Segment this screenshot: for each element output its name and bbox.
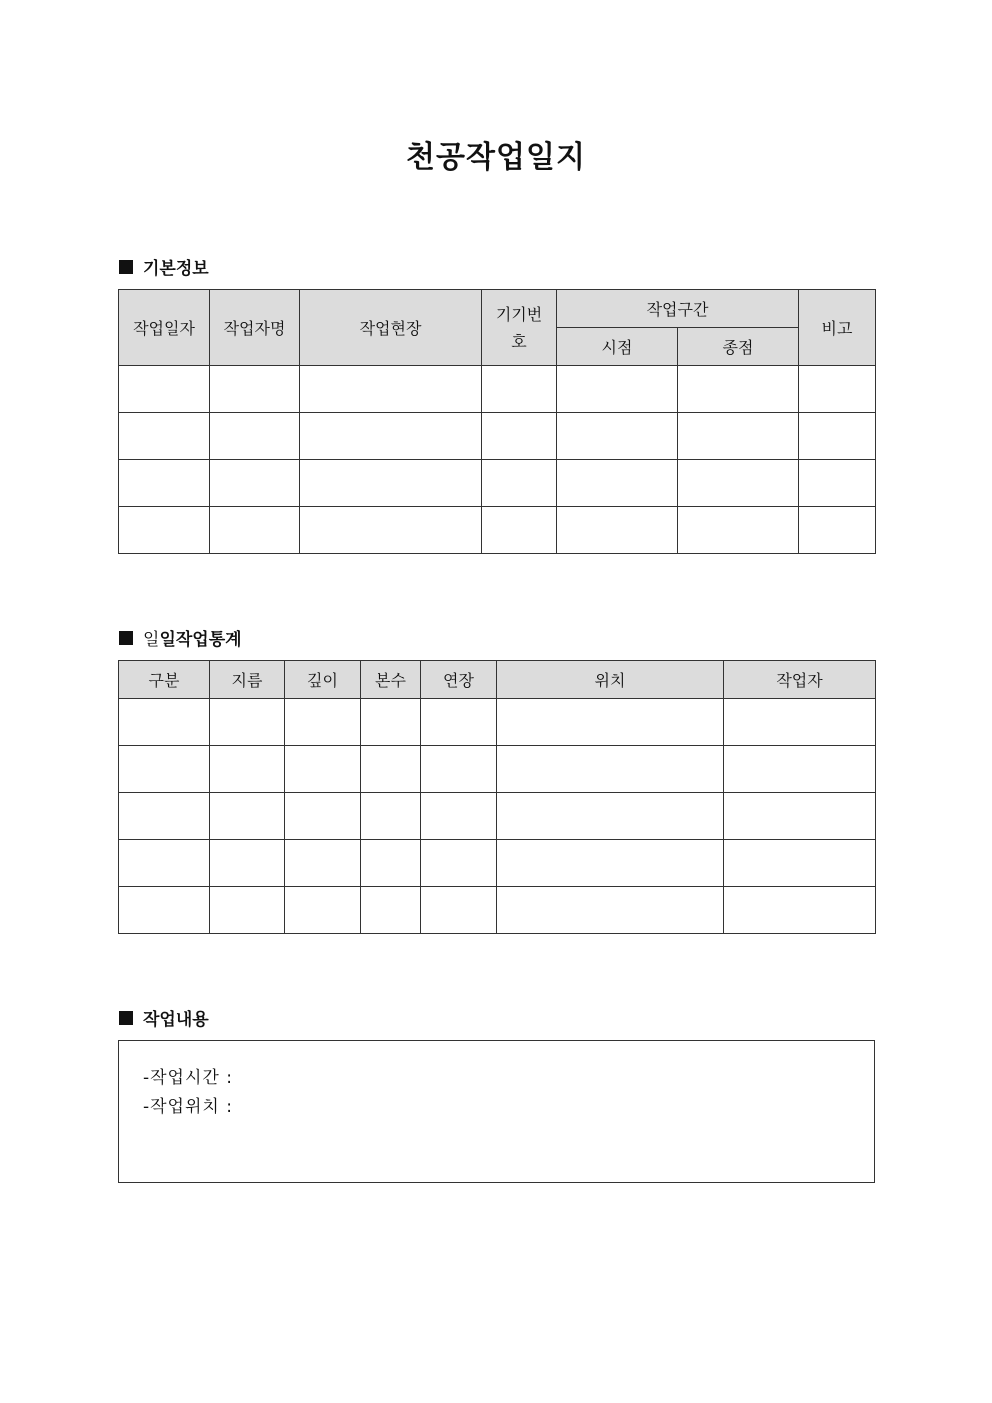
table-cell[interactable] <box>300 366 482 413</box>
table-cell[interactable] <box>361 887 421 934</box>
section-title-content: 작업내용 <box>143 1010 209 1030</box>
table-cell[interactable] <box>119 366 210 413</box>
table-cell[interactable] <box>210 793 285 840</box>
table-row <box>119 413 876 460</box>
table-cell[interactable] <box>557 413 678 460</box>
table-cell[interactable] <box>497 840 724 887</box>
table-cell[interactable] <box>300 413 482 460</box>
table-cell[interactable] <box>799 413 876 460</box>
table-row <box>119 840 876 887</box>
square-bullet-icon <box>119 631 133 645</box>
table-cell[interactable] <box>119 887 210 934</box>
square-bullet-icon <box>119 260 133 274</box>
header-work-section: 작업구간 <box>557 290 799 328</box>
table-cell[interactable] <box>210 746 285 793</box>
header-work-date: 작업일자 <box>119 290 210 366</box>
header-worker-name: 작업자명 <box>210 290 300 366</box>
table-row <box>119 887 876 934</box>
table-cell[interactable] <box>300 460 482 507</box>
table-cell[interactable] <box>678 460 799 507</box>
table-row <box>119 507 876 554</box>
header-start-point: 시점 <box>557 328 678 366</box>
table-cell[interactable] <box>361 699 421 746</box>
table-cell[interactable] <box>421 746 497 793</box>
header-count: 본수 <box>361 661 421 699</box>
table-cell[interactable] <box>285 746 361 793</box>
table-cell[interactable] <box>210 887 285 934</box>
work-location-label: -작업위치 : <box>143 1097 233 1117</box>
table-cell[interactable] <box>361 746 421 793</box>
table-cell[interactable] <box>421 840 497 887</box>
table-cell[interactable] <box>361 840 421 887</box>
table-cell[interactable] <box>210 507 300 554</box>
header-device-number-line2: 호 <box>511 331 527 351</box>
table-cell[interactable] <box>799 366 876 413</box>
table-cell[interactable] <box>724 793 876 840</box>
header-length: 연장 <box>421 661 497 699</box>
table-row <box>119 460 876 507</box>
table-cell[interactable] <box>285 793 361 840</box>
table-cell[interactable] <box>557 507 678 554</box>
table-cell[interactable] <box>210 699 285 746</box>
table-cell[interactable] <box>482 413 557 460</box>
header-location: 위치 <box>497 661 724 699</box>
table-cell[interactable] <box>421 887 497 934</box>
table-cell[interactable] <box>497 793 724 840</box>
table-cell[interactable] <box>497 699 724 746</box>
table-cell[interactable] <box>482 507 557 554</box>
header-worker: 작업자 <box>724 661 876 699</box>
table-cell[interactable] <box>799 460 876 507</box>
header-depth: 깊이 <box>285 661 361 699</box>
table-cell[interactable] <box>285 699 361 746</box>
table-cell[interactable] <box>119 413 210 460</box>
table-cell[interactable] <box>119 793 210 840</box>
work-content-box[interactable] <box>118 1040 875 1183</box>
table-cell[interactable] <box>421 699 497 746</box>
table-cell[interactable] <box>557 366 678 413</box>
table-cell[interactable] <box>119 746 210 793</box>
table-row <box>119 746 876 793</box>
daily-stats-table <box>118 660 876 934</box>
table-cell[interactable] <box>361 793 421 840</box>
table-cell[interactable] <box>119 507 210 554</box>
table-cell[interactable] <box>421 793 497 840</box>
header-diameter: 지름 <box>210 661 285 699</box>
table-cell[interactable] <box>724 887 876 934</box>
table-cell[interactable] <box>678 366 799 413</box>
table-cell[interactable] <box>557 460 678 507</box>
table-cell[interactable] <box>210 460 300 507</box>
table-row <box>119 793 876 840</box>
header-category: 구분 <box>119 661 210 699</box>
section-heading-basic <box>119 254 209 279</box>
table-cell[interactable] <box>497 887 724 934</box>
table-row <box>119 699 876 746</box>
table-cell[interactable] <box>210 840 285 887</box>
table-cell[interactable] <box>119 460 210 507</box>
table-cell[interactable] <box>724 840 876 887</box>
table-cell[interactable] <box>724 699 876 746</box>
section-title-basic: 기본정보 <box>143 259 209 279</box>
basic-info-table <box>118 289 876 554</box>
work-time-label: -작업시간 : <box>143 1068 233 1088</box>
section-heading-daily-stats <box>119 625 242 650</box>
table-row <box>119 366 876 413</box>
section-heading-content <box>119 1005 209 1030</box>
page-title: 천공작업일지 <box>406 140 586 175</box>
header-end-point: 종점 <box>678 328 799 366</box>
table-cell[interactable] <box>482 460 557 507</box>
section-title-prefix: 일 <box>143 630 160 650</box>
table-cell[interactable] <box>119 699 210 746</box>
table-cell[interactable] <box>482 366 557 413</box>
table-cell[interactable] <box>210 366 300 413</box>
header-device-number-line1: 기기번 <box>495 304 543 324</box>
square-bullet-icon <box>119 1011 133 1025</box>
header-device-number <box>482 290 557 366</box>
table-cell[interactable] <box>724 746 876 793</box>
table-cell[interactable] <box>799 507 876 554</box>
table-cell[interactable] <box>300 507 482 554</box>
header-work-site: 작업현장 <box>300 290 482 366</box>
table-cell[interactable] <box>210 413 300 460</box>
table-cell[interactable] <box>285 887 361 934</box>
table-cell[interactable] <box>119 840 210 887</box>
table-cell[interactable] <box>678 507 799 554</box>
table-cell[interactable] <box>497 746 724 793</box>
section-title-daily-stats: 일작업통계 <box>159 630 242 650</box>
header-remarks: 비고 <box>799 290 876 366</box>
table-cell[interactable] <box>678 413 799 460</box>
table-cell[interactable] <box>285 840 361 887</box>
